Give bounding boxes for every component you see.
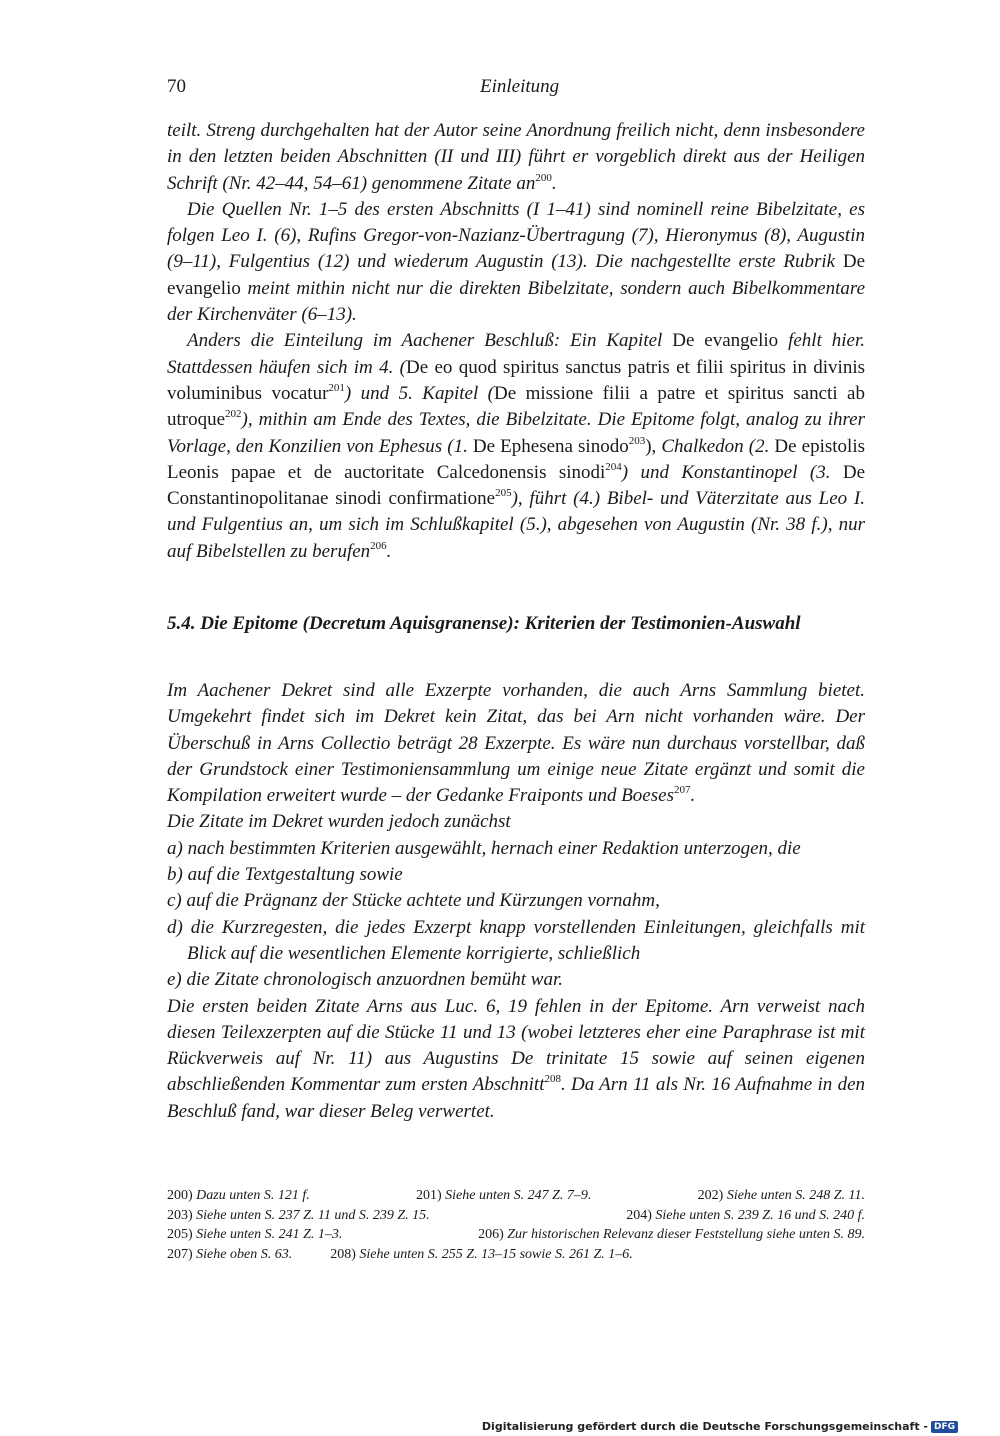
footnote-row [167, 1186, 865, 1206]
footnote-text: Siehe unten S. 255 Z. 13–15 sowie S. 261 Z. 1–6. [359, 1246, 633, 1262]
para3-roman-2: De eo quod spiritus sanctus patris et filii spiritus in divinis voluminibus vocatur [167, 356, 865, 404]
footnote-number: 202) [697, 1188, 724, 1203]
footnote-number: 203) [167, 1207, 193, 1223]
footnote-row [167, 1206, 865, 1226]
para3-text-3: ) und 5. Kapitel ( [344, 382, 495, 404]
footnote-text: Siehe unten S. 239 Z. 16 und S. 240 f. [655, 1207, 865, 1223]
footnote-ref-203[interactable]: 203 [628, 434, 646, 447]
footnote-number: 207) [167, 1246, 193, 1262]
footnote-text: Dazu unten S. 121 f. [196, 1188, 310, 1203]
footnote-206 [478, 1225, 865, 1245]
list-item-b: b) auf die Textgestaltung sowie [167, 864, 403, 886]
footnote-ref-202[interactable]: 202 [225, 408, 242, 421]
para3-roman-1: De evangelio [672, 330, 779, 352]
footnote-ref-201[interactable]: 201 [328, 381, 345, 394]
list-item-e: e) die Zitate chronologisch anzuordnen bemüht war. [167, 969, 563, 991]
paragraph-4 [167, 678, 865, 809]
footnote-203 [167, 1206, 430, 1226]
section-heading: 5.4. Die Epitome (Decretum Aquisgranense): Kriterien der Testimonien-Auswahl [167, 613, 801, 634]
list-item-a: a) nach bestimmten Kriterien ausgewählt, hernach einer Redaktion unterzogen, die [167, 837, 801, 859]
para3-roman-4: De Ephesena sinodo [472, 435, 629, 457]
para6-text-end: . Da Arn 11 als Nr. 16 Aufnahme in den Beschluß fand, war dieser Beleg verwertet. [167, 1074, 865, 1122]
footnote-201 [416, 1186, 591, 1206]
paragraph-1 [167, 118, 865, 197]
footnote-205 [167, 1225, 342, 1245]
para3-text-2: fehlt hier. Stattdessen häufen sich im 4. ( [167, 330, 866, 378]
body-upper [167, 118, 865, 565]
footnote-row [167, 1225, 865, 1245]
page-number: 70 [167, 76, 186, 97]
footnotes [167, 1186, 865, 1264]
para1-text: teilt. Streng durchgehalten hat der Autor seine Anordnung freilich nicht, denn insbesondere in den letzten beiden Abschnitten (II und III) führt er vorgeblich direkt aus der Heiligen Schrift (Nr. 42–44, 54–61) genommene Zitate an [167, 120, 865, 194]
footnote-204 [626, 1206, 865, 1226]
running-head: Einleitung [480, 76, 560, 97]
para4-text-end: . [690, 785, 696, 807]
footnote-ref-204[interactable]: 204 [605, 460, 622, 473]
credit-text: Digitalisierung gefördert durch die Deutsche Forschungsgemeinschaft - [481, 1420, 928, 1433]
para2-text: Die Quellen Nr. 1–5 des ersten Abschnitts (I 1–41) sind nominell reine Bibelzitate, es folgen Leo I. (6), Rufins Gregor-von-Nazianz-Übertragung (7), Hieronymus (8), Augustin (9–11), Fulgentius (12) und wiederum Augustin (13). Die nachgestellte erste Rubrik [167, 198, 865, 273]
dfg-logo: DFG [931, 1421, 958, 1433]
footnote-number: 204) [626, 1207, 652, 1223]
para3-text-7: ), führt (4.) Bibel- und Väterzitate aus Leo I. und Fulgentius an, um sich im Schlußkapitel (5.), abgesehen von Augustin (Nr. 38 f.), nur auf Bibelstellen zu berufen [167, 488, 865, 562]
para3-roman-4b: ), [645, 435, 657, 457]
para3-roman-5: De epistolis Leonis papae et de auctoritate Calcedonensis sinodi [167, 435, 865, 483]
para2-roman: De evangelio [167, 251, 865, 299]
footnote-text: Zur historischen Relevanz dieser Feststellung siehe unten S. 89. [507, 1227, 865, 1242]
footnote-number: 206) [478, 1227, 504, 1242]
footnote-ref-200[interactable]: 200 [535, 171, 552, 184]
footnote-208 [330, 1245, 633, 1265]
footnote-number: 200) [167, 1188, 193, 1203]
footnote-number: 205) [167, 1227, 193, 1242]
para4-text: Im Aachener Dekret sind alle Exzerpte vorhanden, die auch Arns Sammlung bietet. Umgekehrt findet sich im Dekret kein Zitat, das bei Arn nicht vorhanden wäre. Der Überschuß in Arns Collectio beträgt 28 Exzerpte. Es wäre nun durchaus vorstellbar, daß der Grundstock einer Testimoniensammlung um einige neue Zitate ergänzt und somit die Kompilation erweitert wurde – der Gedanke Fraiponts und Boeses [167, 680, 865, 807]
footnote-ref-207[interactable]: 207 [673, 784, 691, 797]
footnote-207 [167, 1245, 292, 1265]
para3-roman-6: De Constantinopolitanae sinodi confirmatione [167, 461, 865, 510]
footnote-202 [698, 1186, 865, 1206]
paragraph-3 [167, 328, 865, 565]
para1-text-end: . [551, 172, 557, 194]
footnote-text: Siehe oben S. 63. [196, 1246, 293, 1262]
footnote-200 [167, 1186, 310, 1206]
footnote-number: 208) [330, 1246, 356, 1262]
para6-text: Die ersten beiden Zitate Arns aus Luc. 6, 19 fehlen in der Epitome. Arn verweist nach diesen Teilexzerpten auf die Stücke 11 und 13 (wobei letzteres eher eine Paraphrase ist mit Rückverweis auf Nr. 11) aus Augustins De trinitate 15 sowie auf seinen eigenen abschließenden Kommentar zum ersten Abschnitt [167, 995, 865, 1096]
para3-roman-3: De missione filii a patre et spiritus sancti ab utroque [167, 382, 865, 431]
list-item-d: d) die Kurzregesten, die jedes Exzerpt knapp vorstellenden Einleitungen, gleichfalls mit Blick auf die wesentlichen Elemente korrigierte, schließlich [167, 916, 865, 964]
paragraph-2 [167, 197, 865, 328]
list-intro: Die Zitate im Dekret wurden jedoch zunächst [167, 811, 511, 833]
footnote-number: 201) [416, 1188, 442, 1203]
footnote-row [167, 1245, 865, 1265]
list-item-c: c) auf die Prägnanz der Stücke achtete und Kürzungen vornahm, [167, 890, 660, 912]
body-lower [167, 678, 865, 1125]
para2-text-end: meint mithin nicht nur die direkten Bibelzitate, sondern auch Bibelkommentare der Kirchenväter (6–13). [167, 277, 866, 326]
para3-text-5: Chalkedon (2. [661, 435, 770, 457]
footnote-ref-208[interactable]: 208 [544, 1073, 561, 1086]
digitization-credit [482, 1420, 958, 1433]
footnote-text: Siehe unten S. 237 Z. 11 und S. 239 Z. 15. [196, 1207, 430, 1223]
para3-text-8: . [386, 540, 392, 562]
footnote-ref-206[interactable]: 206 [370, 539, 387, 552]
paragraph-6 [167, 994, 865, 1125]
para3-text-6: ) und Konstantinopel (3. [621, 461, 831, 483]
footnote-text: Siehe unten S. 248 Z. 11. [726, 1188, 865, 1203]
footnote-ref-205[interactable]: 205 [495, 487, 512, 500]
para3-text-1: Anders die Einteilung im Aachener Beschluß: Ein Kapitel [187, 330, 663, 352]
para3-text-4: ), mithin am Ende des Textes, die Bibelzitate. Die Epitome folgt, analog zu ihrer Vorlage, den Konzilien von Ephesus (1. [167, 409, 865, 457]
footnote-text: Siehe unten S. 247 Z. 7–9. [445, 1188, 592, 1203]
footnote-text: Siehe unten S. 241 Z. 1–3. [196, 1227, 343, 1242]
